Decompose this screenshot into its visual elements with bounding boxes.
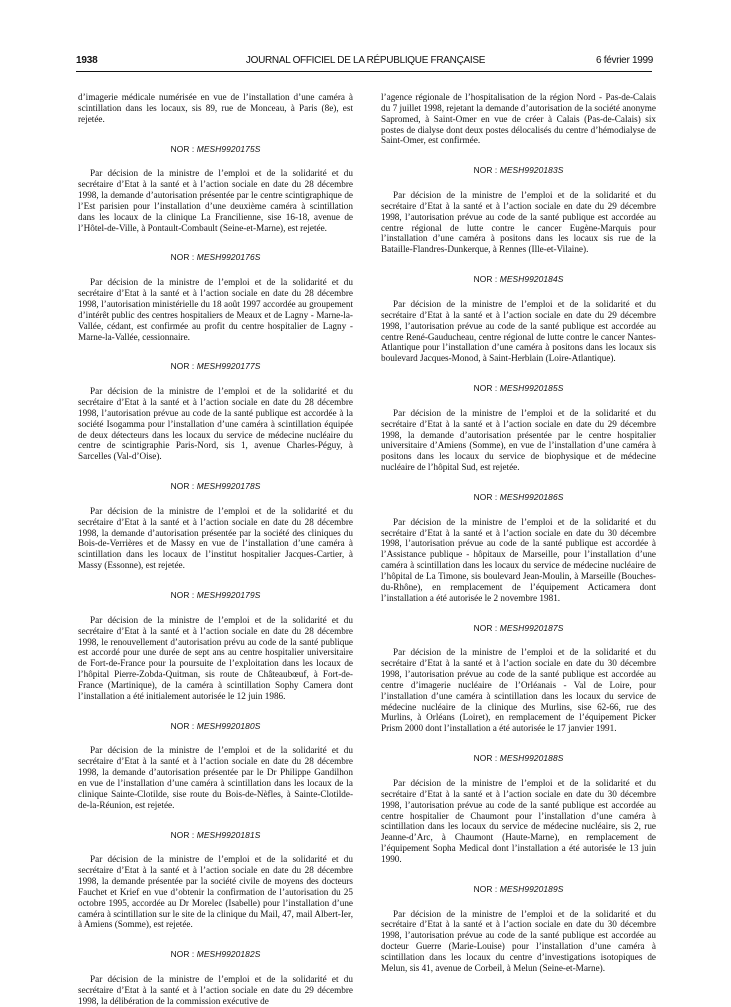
nor-label: NOR : bbox=[170, 361, 195, 372]
continued-paragraph: l’agence régionale de l’hospitalisation de la région Nord - Pas-de-Calais du 7 juillet 1998, rejetant la demande d’autorisation de la société anonyme Sapromed, à Saint-Omer en vue de créer à Calais (Pas-de-Calais) six postes de dialyse dont deux postes délocalisés du centre d’hémodialyse de Saint-Omer, est confirmée. bbox=[381, 92, 656, 146]
decision-paragraph: Par décision de la ministre de l’emploi et de la solidarité et du secrétaire d’Etat à la santé et à l’action sociale en date du 28 décembre 1998, la demande présentée par la société civile de moyens des docteurs Fauchet et Krief en vue d’obtenir la confirmation de l’autorisation du 25 octobre 1995, accordée au Dr Morelec (Isabelle) pour l’installation d’une caméra à scintillation sur le site de la clinique du Mail, 47, mail Albert-Ier, à Amiens (Somme), est rejetée. bbox=[78, 854, 353, 930]
nor-reference bbox=[78, 361, 353, 372]
page-number: 1938 bbox=[76, 55, 98, 66]
nor-code: MESH9920177S bbox=[196, 361, 261, 372]
nor-label: NOR : bbox=[473, 274, 498, 285]
nor-code: MESH9920183S bbox=[499, 165, 564, 176]
decision-paragraph: Par décision de la ministre de l’emploi et de la solidarité et du secrétaire d’Etat à la santé et à l’action sociale en date du 29 décembre 1998, l’autorisation prévue au code de la santé publique est accordée au centre régional de lutte contre le cancer Eugène-Marquis pour l’installation d’une caméra à positons dans les locaux sis rue de la Bataille-Flandres-Dunkerque, à Rennes (Ille-et-Vilaine). bbox=[381, 190, 656, 255]
nor-reference bbox=[78, 721, 353, 732]
nor-reference bbox=[381, 623, 656, 634]
nor-reference bbox=[78, 590, 353, 601]
continued-paragraph: d’imagerie médicale numérisée en vue de l’installation d’une caméra à scintillation dans les locaux, sis 89, rue de Monceau, à Paris (8e), est rejetée. bbox=[78, 92, 353, 124]
nor-label: NOR : bbox=[170, 949, 195, 960]
nor-code: MESH9920184S bbox=[499, 274, 564, 285]
nor-reference bbox=[78, 481, 353, 492]
nor-reference bbox=[381, 274, 656, 285]
decision-paragraph: Par décision de la ministre de l’emploi et de la solidarité et du secrétaire d’Etat à la santé et à l’action sociale en date du 30 décembre 1998, l’autorisation prévue au code de la santé publique est accordée au centre d’imagerie nucléaire de l’Orléanais - Val de Loire, pour l’installation d’une caméra à scintillation dans les locaux du service de médecine nucléaire de la clinique des Murlins, sise 62-66, rue des Murlins, à Orléans (Loiret), en remplacement de l’équipement Picker Prism 2000 dont l’installation a été autorisée le 17 janvier 1991. bbox=[381, 647, 656, 734]
nor-reference bbox=[381, 383, 656, 394]
nor-label: NOR : bbox=[473, 883, 498, 894]
nor-reference bbox=[78, 830, 353, 841]
nor-reference bbox=[78, 949, 353, 960]
nor-code: MESH9920180S bbox=[196, 720, 261, 731]
decision-paragraph: Par décision de la ministre de l’emploi et de la solidarité et du secrétaire d’Etat à la santé et à l’action sociale en date du 28 décembre 1998, la demande d’autorisation présentée par le Dr Philippe Gandilhon en vue de l’installation d’une caméra à scintillation dans les locaux de la clinique Sainte-Clotilde, sise route du Bois-de-Nèfles, à Sainte-Clotilde-de-la-Réunion, est rejetée. bbox=[78, 745, 353, 810]
nor-label: NOR : bbox=[473, 491, 498, 502]
page-header bbox=[0, 0, 731, 76]
nor-code: MESH9920182S bbox=[196, 949, 261, 960]
nor-label: NOR : bbox=[170, 252, 195, 263]
journal-title: JOURNAL OFFICIEL DE LA RÉPUBLIQUE FRANÇAISE bbox=[245, 55, 486, 66]
nor-code: MESH9920189S bbox=[499, 883, 564, 894]
nor-reference bbox=[381, 492, 656, 503]
nor-reference bbox=[78, 144, 353, 155]
nor-label: NOR : bbox=[473, 753, 498, 764]
nor-reference bbox=[381, 884, 656, 895]
nor-label: NOR : bbox=[170, 720, 195, 731]
nor-label: NOR : bbox=[170, 590, 195, 600]
decision-paragraph: Par décision de la ministre de l’emploi et de la solidarité et du secrétaire d’Etat à la santé et à l’action sociale en date du 29 décembre 1998, l’autorisation prévue au code de la santé publique est accordée au centre René-Gauducheau, centre régional de lutte contre le cancer Nantes-Atlantique pour l’installation d’une caméra à positons dans les locaux sis boulevard Jacques-Monod, à Saint-Herblain (Loire-Atlantique). bbox=[381, 298, 656, 364]
nor-code: MESH9920178S bbox=[196, 481, 261, 492]
nor-code: MESH9920187S bbox=[499, 622, 564, 633]
nor-code: MESH9920175S bbox=[196, 143, 261, 154]
nor-code: MESH9920185S bbox=[499, 383, 564, 394]
decision-paragraph: Par décision de la ministre de l’emploi et de la solidarité et du secrétaire d’Etat à la santé et à l’action sociale en date du 30 décembre 1998, l’autorisation prévue au code de la santé publique est accordée au docteur Guerre (Marie-Louise) pour l’installation d’une caméra à scintillation dans les locaux du centre d’investigations isotopiques de Melun, sis 41, avenue de Corbeil, à Melun (Seine-et-Marne). bbox=[381, 908, 656, 973]
decision-paragraph: Par décision de la ministre de l’emploi et de la solidarité et du secrétaire d’Etat à la santé et à l’action sociale en date du 30 décembre 1998, l’autorisation prévue au code de la santé publique est accordée à l’Assistance publique - hôpitaux de Marseille, pour l’installation d’une caméra à scintillation dans les locaux du service de médecine nucléaire de l’hôpital de La Timone, sis boulevard Jean-Moulin, à Marseille (Bouches-du-Rhône), en remplacement de l’équipement Acticamera dont l’installation a été autorisée le 2 novembre 1981. bbox=[381, 516, 656, 603]
decision-paragraph: Par décision de la ministre de l’emploi et de la solidarité et du secrétaire d’Etat à la santé et à l’action sociale en date du 28 décembre 1998, la demande d’autorisation présentée par la société des cliniques du Bois-de-Verrières et de Massy en vue de l’installation d’une caméra à scintillation dans les locaux de l’institut hospitalier Jacques-Cartier, à Massy (Essonne), est rejetée. bbox=[78, 505, 353, 571]
nor-label: NOR : bbox=[170, 829, 195, 840]
nor-code: MESH9920181S bbox=[196, 829, 261, 840]
decision-paragraph: Par décision de la ministre de l’emploi et de la solidarité et du secrétaire d’Etat à la santé et à l’action sociale en date du 28 décembre 1998, la demande d’autorisation présentée par le centre scintigraphique de l’Est parisien pour l’installation d’une deuxième caméra à scintillation dans les locaux de la clinique La Francilienne, sise 16-18, avenue de l’Hôtel-de-Ville, à Pontault-Combault (Seine-et-Marne), est rejetée. bbox=[78, 168, 353, 233]
decision-paragraph: Par décision de la ministre de l’emploi et de la solidarité et du secrétaire d’Etat à la santé et à l’action sociale en date du 28 décembre 1998, l’autorisation ministérielle du 18 août 1997 accordée au groupement d’intérêt public des centres hospitaliers de Meaux et de Lagny - Marne-la-Vallée, cédant, est confirmée au profit du centre hospitalier de Lagny - Marne-la-Vallée, cessionnaire. bbox=[78, 277, 353, 342]
nor-label: NOR : bbox=[473, 383, 498, 394]
decision-paragraph: Par décision de la ministre de l’emploi et de la solidarité et du secrétaire d’Etat à la santé et à l’action sociale en date du 28 décembre 1998, l’autorisation prévue au code de la santé publique est accordée à la société Isogamma pour l’installation d’une caméra à scintillation équipée de deux détecteurs dans les locaux du service de médecine nucléaire du centre de scintigraphie Paris-Nord, sis 1, avenue Charles-Péguy, à Sarcelles (Val-d’Oise). bbox=[78, 386, 353, 462]
nor-code: MESH9920179S bbox=[196, 590, 261, 600]
nor-reference bbox=[381, 165, 656, 176]
nor-label: NOR : bbox=[170, 143, 195, 154]
nor-label: NOR : bbox=[170, 481, 195, 492]
nor-label: NOR : bbox=[473, 622, 498, 633]
decision-paragraph: Par décision de la ministre de l’emploi et de la solidarité et du secrétaire d’Etat à la santé et à l’action sociale en date du 29 décembre 1998, la délibération de la commission exécutive de bbox=[78, 974, 353, 1006]
decision-paragraph: Par décision de la ministre de l’emploi et de la solidarité et du secrétaire d’Etat à la santé et à l’action sociale en date du 30 décembre 1998, l’autorisation prévue au code de la santé publique est accordée au centre hospitalier de Chaumont pour l’installation d’une caméra à scintillation dans les locaux du service de médecine nucléaire, sis 2, rue Jeanne-d’Arc, à Chaumont (Haute-Marne), en remplacement de l’équipement Sopha Medical dont l’installation a été autorisée le 13 juin 1990. bbox=[381, 777, 656, 864]
left-column bbox=[78, 92, 353, 1007]
header-rule bbox=[76, 71, 652, 72]
decision-paragraph: Par décision de la ministre de l’emploi et de la solidarité et du secrétaire d’Etat à la santé et à l’action sociale en date du 28 décembre 1998, le renouvellement d’autorisation prévu au code de la santé publique est accordé pour une durée de sept ans au centre hospitalier universitaire de Fort-de-France pour la poursuite de l’exploitation dans les locaux de l’hôpital Pierre-Zobda-Quitman, sis route de Châteaubœuf, à Fort-de-France (Martinique), de la caméra à scintillation Sophy Camera dont l’installation a été initialement autorisée le 12 juin 1986. bbox=[78, 614, 353, 701]
decision-paragraph: Par décision de la ministre de l’emploi et de la solidarité et du secrétaire d’Etat à la santé et à l’action sociale en date du 29 décembre 1998, la demande d’autorisation présentée par le centre hospitalier universitaire d’Amiens (Somme), en vue de l’installation d’une caméra à positons dans les locaux du service de biophysique et de médecine nucléaire de l’hôpital Sud, est rejetée. bbox=[381, 407, 656, 473]
nor-reference bbox=[381, 753, 656, 764]
right-column bbox=[381, 92, 656, 974]
nor-code: MESH9920176S bbox=[196, 252, 261, 263]
nor-label: NOR : bbox=[473, 165, 498, 176]
nor-code: MESH9920186S bbox=[499, 491, 564, 502]
nor-reference bbox=[78, 252, 353, 263]
nor-code: MESH9920188S bbox=[499, 753, 564, 764]
publication-date: 6 février 1999 bbox=[596, 55, 653, 66]
